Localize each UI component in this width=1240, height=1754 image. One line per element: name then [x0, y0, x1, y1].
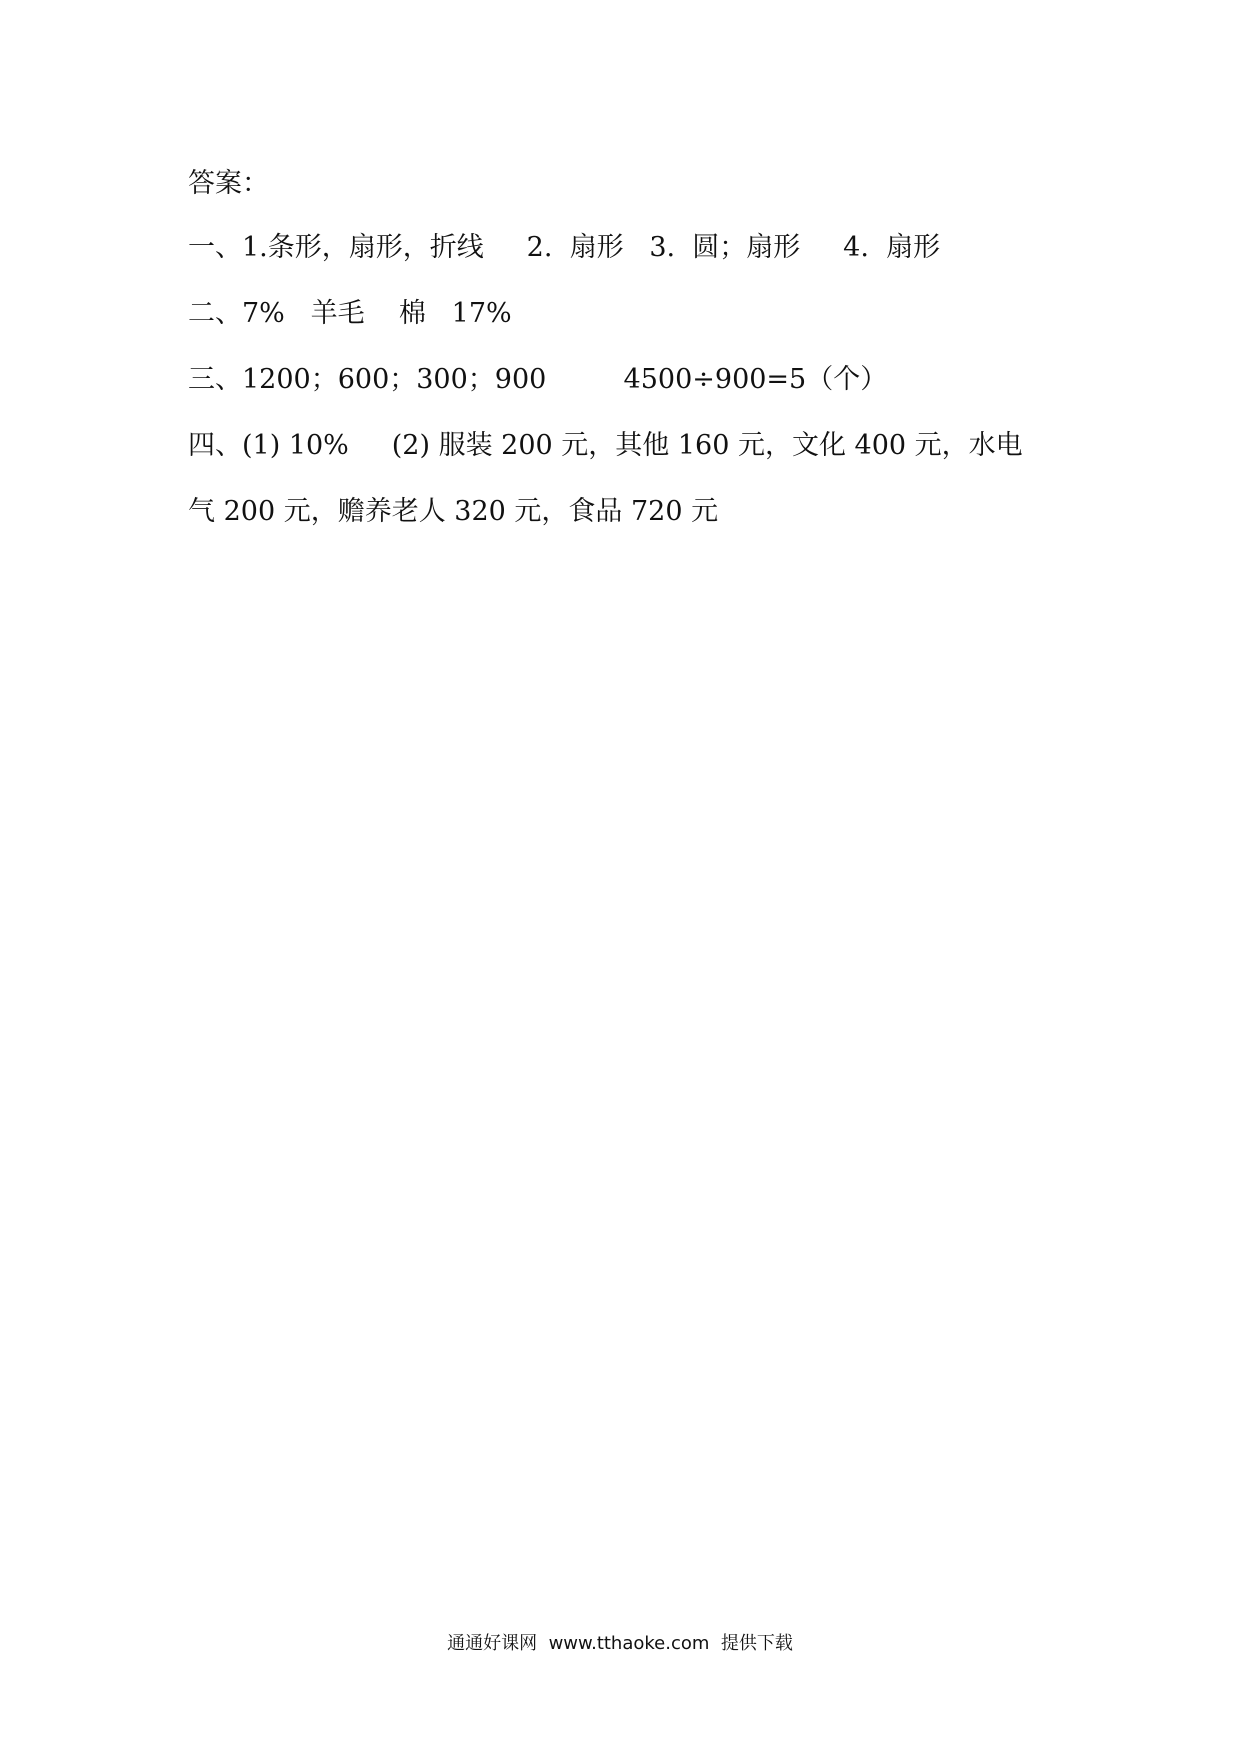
answer-section-4-continued: 气 200 元，赡养老人 320 元，食品 720 元 [188, 496, 719, 527]
page-footer: 通通好课网 www.tthaoke.com 提供下载 [447, 1633, 793, 1654]
answer-section-2: 二、7% 羊毛 棉 17% [188, 298, 512, 329]
answer-section-1: 一、1.条形，扇形，折线 2. 扇形 3. 圆；扇形 4. 扇形 [188, 232, 941, 263]
answers-heading: 答案： [188, 168, 269, 199]
answer-section-4: 四、(1) 10% (2) 服装 200 元，其他 160 元，文化 400 元，水电 [188, 430, 1023, 461]
answer-section-3: 三、1200；600；300；900 4500÷900=5（个） [188, 364, 888, 395]
